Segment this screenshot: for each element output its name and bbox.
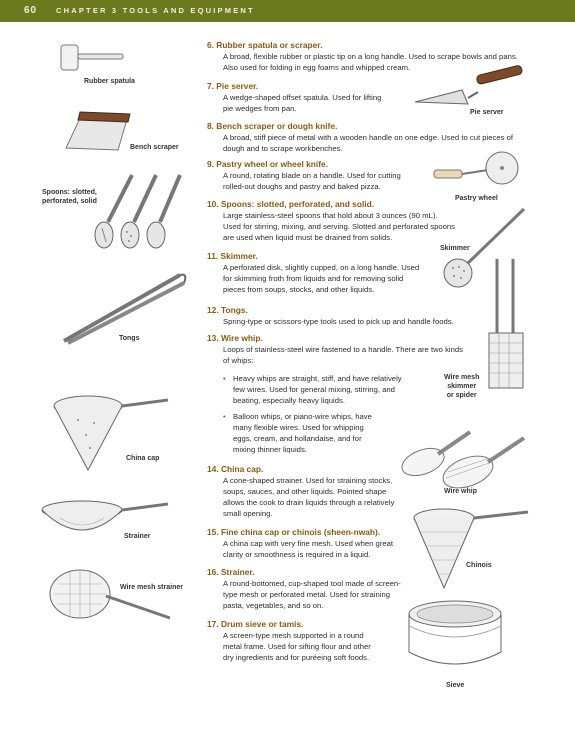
bullet-dot: • [223, 412, 226, 421]
caption-spoons: Spoons: slotted, perforated, solid [42, 189, 97, 205]
caption-china-cap: China cap [126, 455, 160, 462]
entry-chinois [207, 527, 393, 560]
entry-desc: Large stainless-steel spoons that hold about 3 ounces (90 mL). Used for stirring, mixing, and serving. Slotted and perforated spoons are used when liquid must be drained from solids. [223, 211, 456, 242]
caption-wire-mesh-skimmer: Wire mesh skimmer or spider [444, 374, 480, 399]
entry-title: 12. Tongs. [207, 305, 248, 315]
strainer-illustration [40, 498, 170, 543]
entry-desc: A broad, stiff piece of metal with a wooden handle on one edge. Used to cut pieces of dough and to scrape workbenches. [223, 133, 514, 153]
caption-strainer: Strainer [124, 533, 151, 540]
caption-chinois: Chinois [466, 562, 492, 569]
entry-desc: A cone-shaped strainer. Used for straining stocks, soups, sauces, and other liquids. Pointed shape allows the cook to drain liquids through a relatively small opening. [223, 476, 395, 518]
pie-server-illustration [410, 70, 525, 115]
wire-whip-illustration [398, 418, 528, 488]
entry-rubber-spatula [207, 40, 518, 73]
caption-pastry-wheel: Pastry wheel [455, 195, 498, 202]
entry-title: 6. Rubber spatula or scraper. [207, 40, 323, 50]
whip-bullet-heavy: • Heavy whips are straight, stiff, and have relatively few wires. Used for general mixing, stirring, and beating, especially heavy liquids. [223, 374, 402, 405]
entry-wire-whip [207, 333, 463, 366]
caption-sieve: Sieve [446, 682, 465, 689]
wire-mesh-skimmer-illustration [487, 255, 527, 395]
entry-desc: A screen-type mesh supported in a round metal frame. Used for sifting flour and other dry ingredients and for puréeing soft foods. [223, 631, 371, 662]
entry-strainer [207, 567, 401, 611]
entry-pastry-wheel [207, 159, 401, 192]
entry-title: 17. Drum sieve or tamis. [207, 619, 304, 629]
entry-desc: Loops of stainless-steel wire fastened to a handle. There are two kinds of whips: [223, 345, 464, 365]
entry-desc: A wedge-shaped offset spatula. Used for lifting pie wedges from pan. [223, 93, 382, 113]
wire-mesh-strainer-illustration [44, 566, 174, 636]
entry-title: 13. Wire whip. [207, 333, 263, 343]
entry-spoons [207, 199, 455, 243]
entry-title: 11. Skimmer. [207, 251, 258, 261]
entry-desc: A china cap with very fine mesh. Used when great clarity or smoothness is required in a liquid. [223, 539, 394, 559]
entry-pie-server [207, 81, 381, 114]
entry-title: 10. Spoons: slotted, perforated, and solid. [207, 199, 375, 209]
chapter-title: CHAPTER 3 TOOLS AND EQUIPMENT [56, 6, 255, 15]
entry-title: 8. Bench scraper or dough knife. [207, 121, 338, 131]
caption-skimmer: Skimmer [440, 245, 470, 252]
entry-drum-sieve [207, 619, 371, 663]
entry-title: 15. Fine china cap or chinois (sheen-nwah). [207, 527, 381, 537]
caption-wire-whip: Wire whip [444, 488, 477, 495]
pastry-wheel-illustration [432, 148, 522, 193]
caption-rubber-spatula: Rubber spatula [84, 78, 135, 85]
entry-desc: A round, rotating blade on a handle. Used for cutting rolled-out doughs and pastry and baked pizza. [223, 171, 401, 191]
entry-desc: A round-bottomed, cup-shaped tool made of screen- type mesh or perforated metal. Used for straining pasta, vegetables, and so on. [223, 579, 401, 610]
entry-title: 14. China cap. [207, 464, 264, 474]
whip-bullet-balloon: • Balloon whips, or piano-wire whips, have many flexible wires. Used for whipping eggs, cream, and hollandaise, and for mixing thinner liquids. [223, 412, 372, 454]
entry-china-cap [207, 464, 394, 519]
caption-wire-mesh-strainer: Wire mesh strainer [120, 584, 183, 591]
header-bar [0, 0, 575, 22]
entry-skimmer [207, 251, 419, 295]
page-number: 60 [24, 5, 38, 16]
entry-tongs [207, 305, 454, 327]
caption-pie-server: Pie server [470, 109, 504, 116]
entry-title: 16. Strainer. [207, 567, 255, 577]
entry-title: 7. Pie server. [207, 81, 259, 91]
caption-bench-scraper: Bench scraper [130, 144, 179, 151]
entry-desc: A broad, flexible rubber or plastic tip on a long handle. Used to scrape bowls and pans. Also used for folding in egg foams and whipped cream. [223, 52, 518, 72]
bench-scraper-illustration [60, 108, 135, 153]
entry-desc: A perforated disk, slightly cupped, on a long handle. Used for skimming froth from liquids and for removing solid pieces from soups, stocks, and other liquids. [223, 263, 420, 294]
spoons-illustration [90, 170, 185, 250]
caption-tongs: Tongs [119, 335, 140, 342]
chinois-illustration [410, 504, 530, 594]
sieve-illustration [405, 596, 505, 671]
entry-desc: Spring-type or scissors-type tools used to pick up and handle foods. [223, 317, 454, 326]
rubber-spatula-illustration [55, 40, 125, 75]
entry-title: 9. Pastry wheel or wheel knife. [207, 159, 329, 169]
bullet-dot: • [223, 374, 226, 383]
